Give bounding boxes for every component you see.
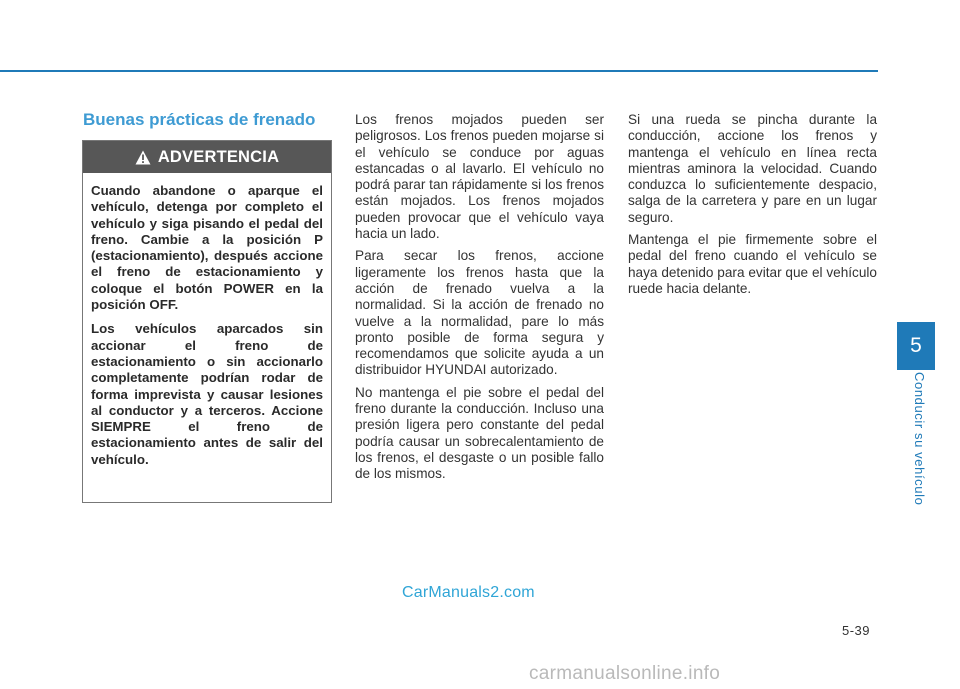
warning-title: ADVERTENCIA — [157, 147, 280, 166]
column-right — [628, 112, 877, 303]
body-paragraph: No mantenga el pie sobre el pedal del freno durante la conducción. Incluso una presión ligera pero constante del pedal podría causar un sobrecalentamiento de los frenos, el desgaste o un posible fallo de los mismos. — [355, 384, 604, 482]
section-heading: Buenas prácticas de frenado — [83, 110, 316, 129]
warning-header — [83, 141, 331, 173]
watermark-footer: carmanualsonline.info — [529, 663, 721, 684]
column-middle — [355, 112, 604, 489]
body-paragraph: Si una rueda se pincha durante la conducción, accione los frenos y mantenga el vehículo en línea recta mientras aminora la velocidad. Cuando conduzca lo suficientemente despacio, salga de la carretera y pare en un lugar seguro. — [628, 112, 877, 225]
watermark-link[interactable]: CarManuals2.com — [402, 584, 535, 601]
warning-box — [82, 140, 332, 503]
body-paragraph: Los frenos mojados pueden ser peligrosos. Los frenos pueden mojarse si el vehículo se conduce por aguas estancadas o al lavarlo. El vehículo no podrá parar tan rápidamente si los frenos están mojados. Los frenos mojados pueden provocar que el vehículo vaya hacia un lado. — [355, 112, 604, 242]
warning-paragraph: Cuando abandone o aparque el vehículo, detenga por completo el vehículo y siga pisando el pedal del freno. Cambie a la posición P (estacionamiento), después accione el freno de estacionamiento y coloque el botón POWER en la posición OFF. — [91, 183, 323, 313]
top-rule — [0, 70, 878, 72]
chapter-tab: 5 — [897, 322, 935, 370]
chapter-label: Conducir su vehículo — [912, 372, 927, 506]
page-number: 5-39 — [842, 623, 871, 638]
body-paragraph: Mantenga el pie firmemente sobre el pedal del freno cuando el vehículo se haya detenido para evitar que el vehículo ruede hacia delante. — [628, 232, 877, 296]
warning-triangle-icon — [135, 150, 151, 165]
body-paragraph: Para secar los frenos, accione ligeramente los frenos hasta que la acción de frenado vuelva a la normalidad. Si la acción de frenado no vuelve a la normalidad, pare lo más pronto posible de forma segura y recomendamos que solicite ayuda a un distribuidor HYUNDAI autorizado. — [355, 248, 604, 378]
warning-paragraph: Los vehículos aparcados sin accionar el freno de estacionamiento o sin accionarlo completamente podrían rodar de forma imprevista y causar lesiones al conductor y a terceros. Accione SIEMPRE el freno de estacionamiento antes de salir del vehículo. — [91, 321, 323, 467]
warning-body — [83, 173, 331, 468]
